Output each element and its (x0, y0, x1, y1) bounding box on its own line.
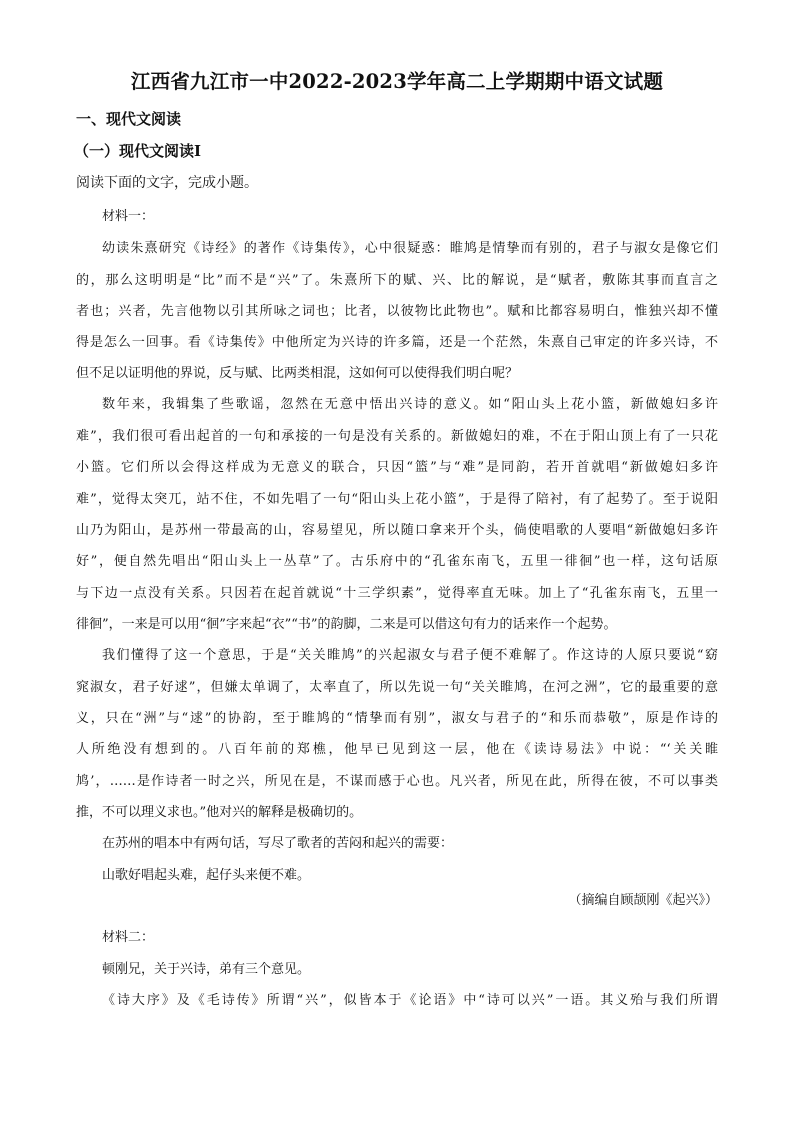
material-label: 材料二： (102, 930, 155, 945)
subsection-heading: （一）现代文阅读Ⅰ (74, 142, 202, 160)
text-line: 幼读朱熹研究《诗经》的著作《诗集传》，心中很疑惑：睢鸠是情挚而有别的，君子与淑女是像它们 (102, 241, 718, 256)
text-line: 在苏州的唱本中有两句话，写尽了歌者的苦闷和起兴的需要： (102, 836, 454, 851)
instruction-text: 阅读下面的文字，完成小题。 (76, 175, 258, 191)
text-line: 得是怎么一回事。看《诗集传》中他所定为兴诗的许多篇，还是一个茫然，朱熹自己审定的许多兴诗，不 (76, 335, 718, 350)
page-title: 江西省九江市一中2022-2023学年高二上学期期中语文试题 (130, 70, 664, 93)
text-line: 山歌好唱起头难，起仔头来便不难。 (102, 868, 311, 883)
text-line: 义，只在“洲”与“逑”的协韵，至于睢鸠的“情挚而有别”，淑女与君子的“和乐而恭敬”，原是作诗的 (76, 711, 718, 726)
text-line: 《诗大序》及《毛诗传》所谓“兴”，似皆本于《论语》中“诗可以兴”一语。其义殆与我们所谓 (102, 993, 718, 1008)
text-line: 但不足以证明他的界说，反与赋、比两类相混，这如何可以使得我们明白呢？ (76, 366, 519, 381)
text-line: 顿刚兄，关于兴诗，弟有三个意见。 (102, 962, 311, 977)
text-line: 鸠’，……是作诗者一时之兴，所见在是，不谋而感于心也。凡兴者，所见在此，所得在彼，不可以事类 (76, 774, 718, 789)
text-line: 我们懂得了这一个意思，于是“关关睢鸠”的兴起淑女与君子便不难解了。作这诗的人原只要说“窈 (102, 648, 718, 663)
section-heading: 一、现代文阅读 (76, 110, 182, 128)
text-line: 好”，便自然先唱出“阳山头上一丛草”了。古乐府中的“孔雀东南飞，五里一徘徊”也一样，这句话原 (76, 554, 718, 569)
text-line: 山乃为阳山，是苏州一带最高的山，容易望见，所以随口拿来开个头，倘使唱歌的人要唱“新做媳妇多许 (76, 523, 718, 538)
text-line: 难”，我们很可看出起首的一句和承接的一句是没有关系的。新做媳妇的难，不在于阳山顶上有了一只花 (76, 429, 718, 444)
text-line: 窕淑女，君子好逑”，但嫌太单调了，太率直了，所以先说一句“关关睢鸠，在河之洲”，它的最重要的意 (76, 680, 718, 695)
text-line: 徘徊”，一来是可以用“徊”字来起“衣”“书”的韵脚，二来是可以借这句有力的话来作一个起势。 (76, 617, 617, 632)
text-line: 数年来，我辑集了些歌谣，忽然在无意中悟出兴诗的意义。如“阳山头上花小篮，新做媳妇多许 (102, 397, 718, 412)
text-line: 难”，觉得太突兀，站不住，不如先唱了一句“阳山头上花小篮”，于是得了陪衬，有了起势了。至于说阳 (76, 492, 718, 507)
text-line: 的，那么这明明是“比”而不是“兴”了。朱熹所下的赋、兴、比的解说，是“赋者，敷陈其事而直言之 (76, 273, 718, 288)
text-line: 者也；兴者，先言他物以引其所咏之词也；比者，以彼物比此物也”。赋和比都容易明白，惟独兴却不懂 (76, 304, 718, 319)
text-line: 推，不可以理义求也。”他对兴的解释是极确切的。 (76, 805, 363, 820)
text-line: 小篮。它们所以会得这样成为无意义的联合，只因“篮”与“难”是同韵，若开首就唱“新做媳妇多许 (76, 460, 718, 475)
material-label: 材料一： (102, 209, 155, 224)
text-line: 人所绝没有想到的。八百年前的郑樵，他早已见到这一层，他在《读诗易法》中说：“‘关关睢 (76, 742, 718, 757)
text-line: 与下边一点没有关系。只因若在起首就说“十三学织素”，觉得率直无味。加上了“孔雀东南飞，五里一 (76, 586, 718, 601)
source-citation: （摘编自顾颉刚《起兴》） (568, 893, 718, 908)
